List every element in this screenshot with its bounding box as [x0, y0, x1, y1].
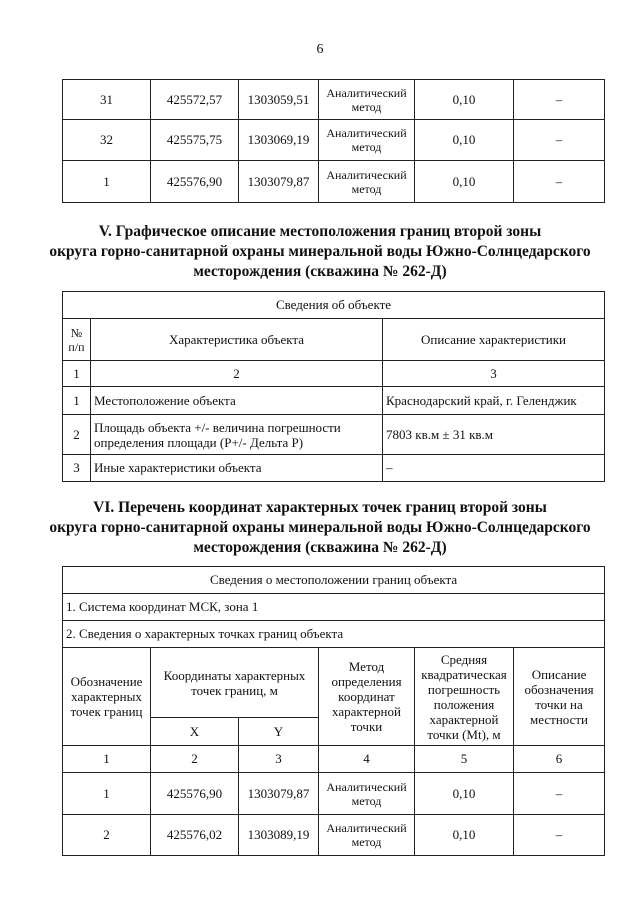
table-row: 31 425572,57 1303059,51 Аналитический метод 0,10 – [63, 80, 605, 120]
table-row: 3 Иные характеристики объекта – [63, 455, 605, 482]
top-coordinates-table [62, 79, 605, 203]
table-row: 2 Площадь объекта +/- величина погрешности определения площади (Р+/- Дельта Р) 7803 кв.м ± 31 кв.м [63, 415, 605, 455]
page-number: 6 [316, 42, 324, 57]
table-row: 1 425576,90 1303079,87 Аналитический метод 0,10 – [63, 773, 605, 815]
object-info-table: Сведения об объекте № п/п Характеристика объекта Описание характеристики 1 2 3 1 Местоположение объекта Краснодарский край, г. Геленджик 2 Площадь объекта +/- величина погрешности определения площади (Р+/- Дельта Р) 7803 кв.м ± 31 кв.м 3 Иные характеристики объекта – [62, 291, 605, 482]
table-row: 2 425576,02 1303089,19 Аналитический метод 0,10 – [63, 815, 605, 856]
section-5-title: V. Графическое описание местоположения границ второй зоны округа горно-санитарной охраны минеральной воды Южно-Солнцедарского месторождения (скважина № 262-Д) [49, 223, 591, 280]
table-row: 1 425576,90 1303079,87 Аналитический метод 0,10 – [63, 161, 605, 203]
table-row: 32 425575,75 1303069,19 Аналитический метод 0,10 – [63, 120, 605, 161]
coordinates-table: Сведения о местоположении границ объекта 1. Система координат МСК, зона 1 2. Сведения о характерных точках границ объекта Обозначение характерных точек границ Координаты характерных точек границ, м Метод определения координат характерной точки Средняя квадратическая погрешность положения характерной точки (Mt), м Описание обозначения точки на местности X Y 1 2 3 4 5 6 1 425576,90 1303079,87 Аналитический метод 0,10 – 2 425576,02 1303089,19 Аналитический метод 0,10 – [62, 566, 605, 856]
table-caption: Сведения об объекте [63, 292, 605, 319]
table-caption: Сведения о местоположении границ объекта [63, 567, 605, 594]
section-6-title: VI. Перечень координат характерных точек границ второй зоны округа горно-санитарной охраны минеральной воды Южно-Солнцедарского месторождения (скважина № 262-Д) [49, 499, 591, 556]
table-row: 1 Местоположение объекта Краснодарский край, г. Геленджик [63, 387, 605, 415]
